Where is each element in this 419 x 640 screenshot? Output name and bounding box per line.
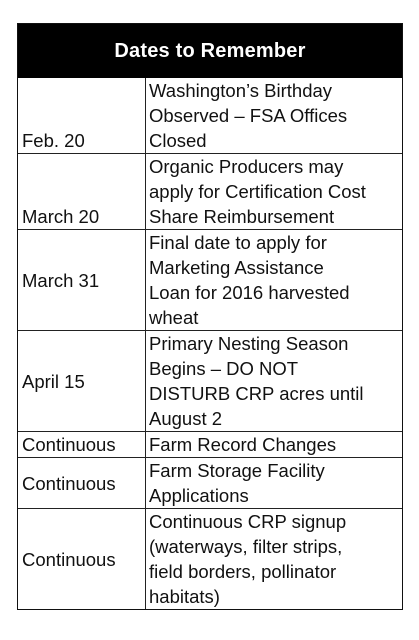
- row-description: [146, 458, 403, 509]
- table-row: [18, 458, 402, 509]
- row-description: [146, 230, 403, 331]
- dates-table: [17, 23, 403, 610]
- description-line: Continuous CRP signup: [149, 511, 347, 532]
- row-date: Continuous: [18, 458, 146, 509]
- row-date: March 20: [18, 154, 146, 230]
- description-line: August 2: [149, 408, 223, 429]
- row-date: Continuous: [18, 509, 146, 610]
- description-line: DISTURB CRP acres until: [149, 383, 364, 404]
- description-line: Primary Nesting Season: [149, 333, 349, 354]
- row-description: [146, 432, 403, 458]
- row-date: Feb. 20: [18, 78, 146, 154]
- description-line: apply for Certification Cost: [149, 181, 366, 202]
- description-line: Closed: [149, 130, 207, 151]
- description-line: Farm Storage Facility: [149, 460, 325, 481]
- table-row: [18, 509, 402, 610]
- row-description: [146, 331, 403, 432]
- dates-grid: [18, 78, 402, 609]
- description-line: Begins – DO NOT: [149, 358, 299, 379]
- row-date: April 15: [18, 331, 146, 432]
- description-line: Observed – FSA Offices: [149, 105, 348, 126]
- table-row: [18, 331, 402, 432]
- row-date: March 31: [18, 230, 146, 331]
- description-line: Marketing Assistance: [149, 257, 324, 278]
- description-line: Washington’s Birthday: [149, 80, 333, 101]
- description-line: Farm Record Changes: [149, 434, 337, 455]
- table-row: [18, 154, 402, 230]
- description-line: wheat: [149, 307, 199, 328]
- row-date: Continuous: [18, 432, 146, 458]
- description-line: Organic Producers may: [149, 156, 344, 177]
- description-line: Share Reimbursement: [149, 206, 335, 227]
- row-description: [146, 154, 403, 230]
- description-line: Loan for 2016 harvested: [149, 282, 350, 303]
- description-line: habitats): [149, 586, 220, 607]
- description-line: Final date to apply for: [149, 232, 327, 253]
- row-description: [146, 78, 403, 154]
- row-description: [146, 509, 403, 610]
- table-row: [18, 78, 402, 154]
- table-row: [18, 230, 402, 331]
- table-title: Dates to Remember: [18, 24, 402, 78]
- table-row: [18, 432, 402, 458]
- description-line: (waterways, filter strips,: [149, 536, 343, 557]
- description-line: Applications: [149, 485, 249, 506]
- description-line: field borders, pollinator: [149, 561, 337, 582]
